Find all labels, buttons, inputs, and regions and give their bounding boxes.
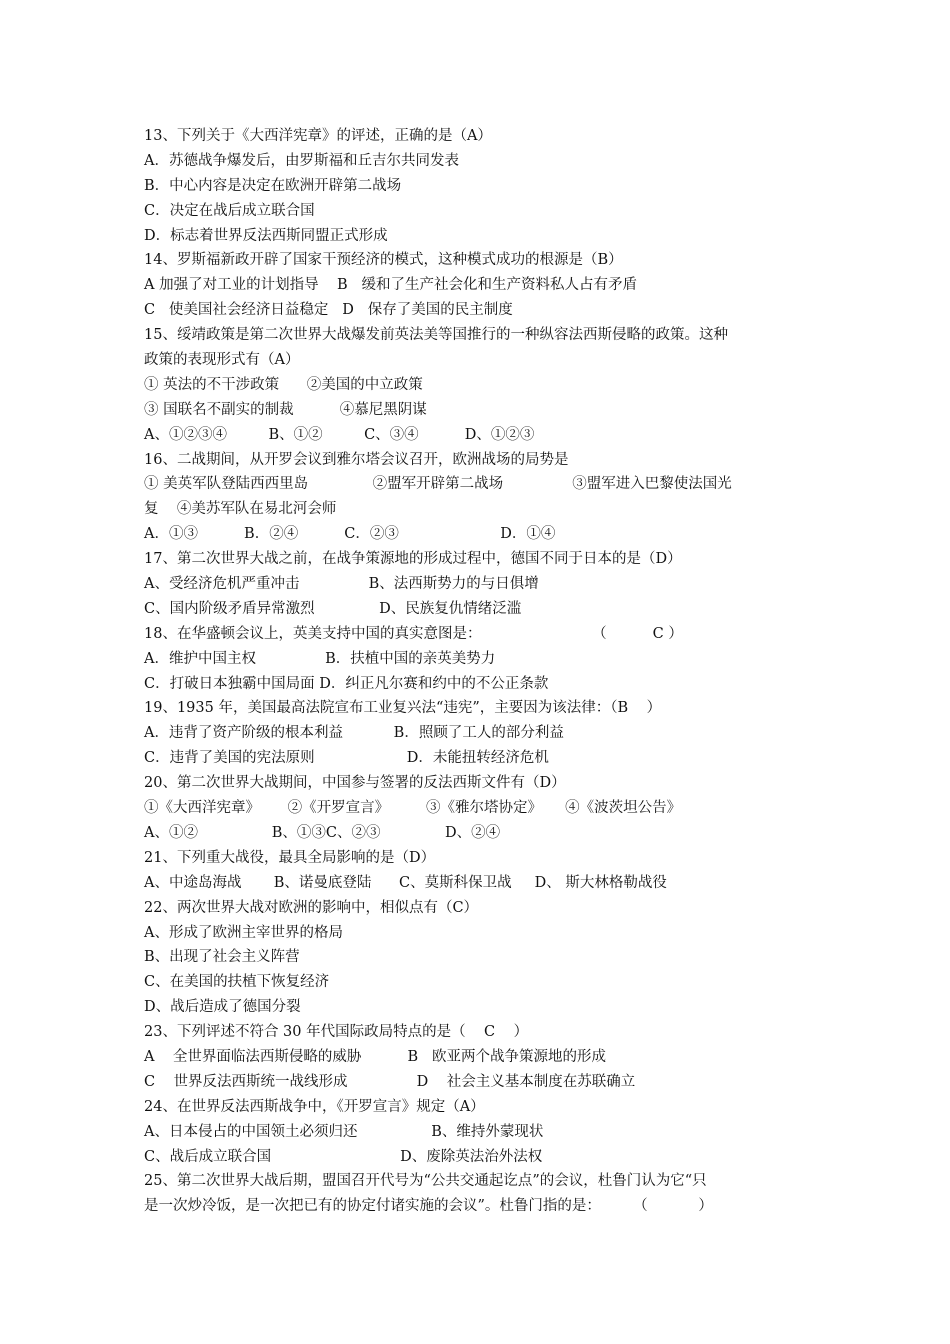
q20-options: A、①② B、①③C、②③ D、②④ — [144, 824, 501, 841]
q22-option-d: D、战后造成了德国分裂 — [144, 999, 301, 1016]
q14-stem: 14、罗斯福新政开辟了国家干预经济的模式，这种模式成功的根源是（B） — [144, 252, 623, 269]
q18-options-cd: C．打破日本独霸中国局面 D．纠正凡尔赛和约中的不公正条款 — [144, 675, 549, 692]
q22-option-b: B、出现了社会主义阵营 — [144, 949, 300, 966]
q15-options: A、①②③④ B、①② C、③④ D、①②③ — [144, 426, 535, 443]
q17-options-cd: C、国内阶级矛盾异常激烈 D、民族复仇情绪泛滥 — [144, 600, 522, 617]
q18-options-ab: A．维护中国主权 B．扶植中国的亲英美势力 — [144, 650, 496, 667]
q24-options-cd: C、战后成立联合国 D、废除英法治外法权 — [144, 1148, 543, 1165]
q13-option-b: B．中心内容是决定在欧洲开辟第二战场 — [144, 177, 402, 194]
q13-option-d: D．标志着世界反法西斯同盟正式形成 — [144, 227, 388, 244]
document-body — [144, 124, 816, 1219]
q21-options: A、中途岛海战 B、诺曼底登陆 C、莫斯科保卫战 D、 斯大林格勒战役 — [144, 874, 667, 891]
q19-options-ab: A．违背了资产阶级的根本利益 B．照顾了工人的部分利益 — [144, 725, 564, 742]
q21-stem: 21、下列重大战役，最具全局影响的是（D） — [144, 849, 436, 866]
q23-stem: 23、下列评述不符合 30 年代国际政局特点的是（ C ） — [144, 1024, 529, 1041]
q13-option-c: C．决定在战后成立联合国 — [144, 202, 315, 219]
q13-stem: 13、下列关于《大西洋宪章》的评述，正确的是（A） — [144, 128, 492, 144]
q24-stem: 24、在世界反法西斯战争中，《开罗宣言》规定（A） — [144, 1098, 485, 1115]
q17-options-ab: A、受经济危机严重冲击 B、法西斯势力的与日俱增 — [144, 576, 539, 593]
q24-options-ab: A、日本侵占的中国领土必须归还 B、维持外蒙现状 — [144, 1123, 544, 1140]
q14-options-ab: A 加强了对工业的计划指导 B 缓和了生产社会化和生产资料私人占有矛盾 — [144, 277, 637, 294]
q13-option-a: A．苏德战争爆发后，由罗斯福和丘吉尔共同发表 — [144, 152, 459, 169]
q15-stem-cont: 政策的表现形式有（A） — [144, 352, 300, 369]
q23-options-ab: A 全世界面临法西斯侵略的威胁 B 欧亚两个战争策源地的形成 — [144, 1048, 606, 1065]
q20-items: ①《大西洋宪章》 ②《开罗宣言》 ③《雅尔塔协定》 ④《波茨坦公告》 — [144, 800, 682, 817]
q20-stem: 20、第二次世界大战期间，中国参与签署的反法西斯文件有（D） — [144, 775, 566, 792]
q18-stem: 18、在华盛顿会议上，英美支持中国的真实意图是： （ C ） — [144, 625, 683, 642]
q16-stem: 16、二战期间，从开罗会议到雅尔塔会议召开，欧洲战场的局势是 — [144, 451, 569, 468]
q25-stem-cont: 是一次炒冷饭，是一次把已有的协定付诸实施的会议”。杜鲁门指的是： （ ） — [144, 1198, 713, 1215]
q16-items-cont: 复 ④美苏军队在易北河会师 — [144, 501, 337, 518]
q16-items: ① 美英军队登陆西西里岛 ②盟军开辟第二战场 ③盟军进入巴黎使法国光 — [144, 476, 732, 493]
q19-stem: 19、1935 年，美国最高法院宣布工业复兴法“违宪”，主要因为该法律：（B ） — [144, 700, 662, 717]
q15-stem: 15、绥靖政策是第二次世界大战爆发前英法美等国推行的一种纵容法西斯侵略的政策。这种 — [144, 327, 728, 344]
q19-options-cd: C．违背了美国的宪法原则 D．未能扭转经济危机 — [144, 750, 549, 767]
q22-option-c: C、在美国的扶植下恢复经济 — [144, 974, 330, 991]
q15-items-34: ③ 国联名不副实的制裁 ④慕尼黑阴谋 — [144, 401, 427, 418]
q22-stem: 22、两次世界大战对欧洲的影响中，相似点有（C） — [144, 899, 479, 916]
q17-stem: 17、第二次世界大战之前，在战争策源地的形成过程中，德国不同于日本的是（D） — [144, 551, 682, 568]
q22-option-a: A、形成了欧洲主宰世界的格局 — [144, 924, 343, 941]
q16-options: A．①③ B．②④ C．②③ D．①④ — [144, 526, 556, 543]
q25-stem: 25、第二次世界大战后期，盟国召开代号为“公共交通起讫点”的会议，杜鲁门认为它“只 — [144, 1173, 707, 1190]
q14-options-cd: C 使美国社会经济日益稳定 D 保存了美国的民主制度 — [144, 302, 513, 319]
q23-options-cd: C 世界反法西斯统一战线形成 D 社会主义基本制度在苏联确立 — [144, 1073, 636, 1090]
q15-items-12: ① 英法的不干涉政策 ②美国的中立政策 — [144, 376, 423, 393]
